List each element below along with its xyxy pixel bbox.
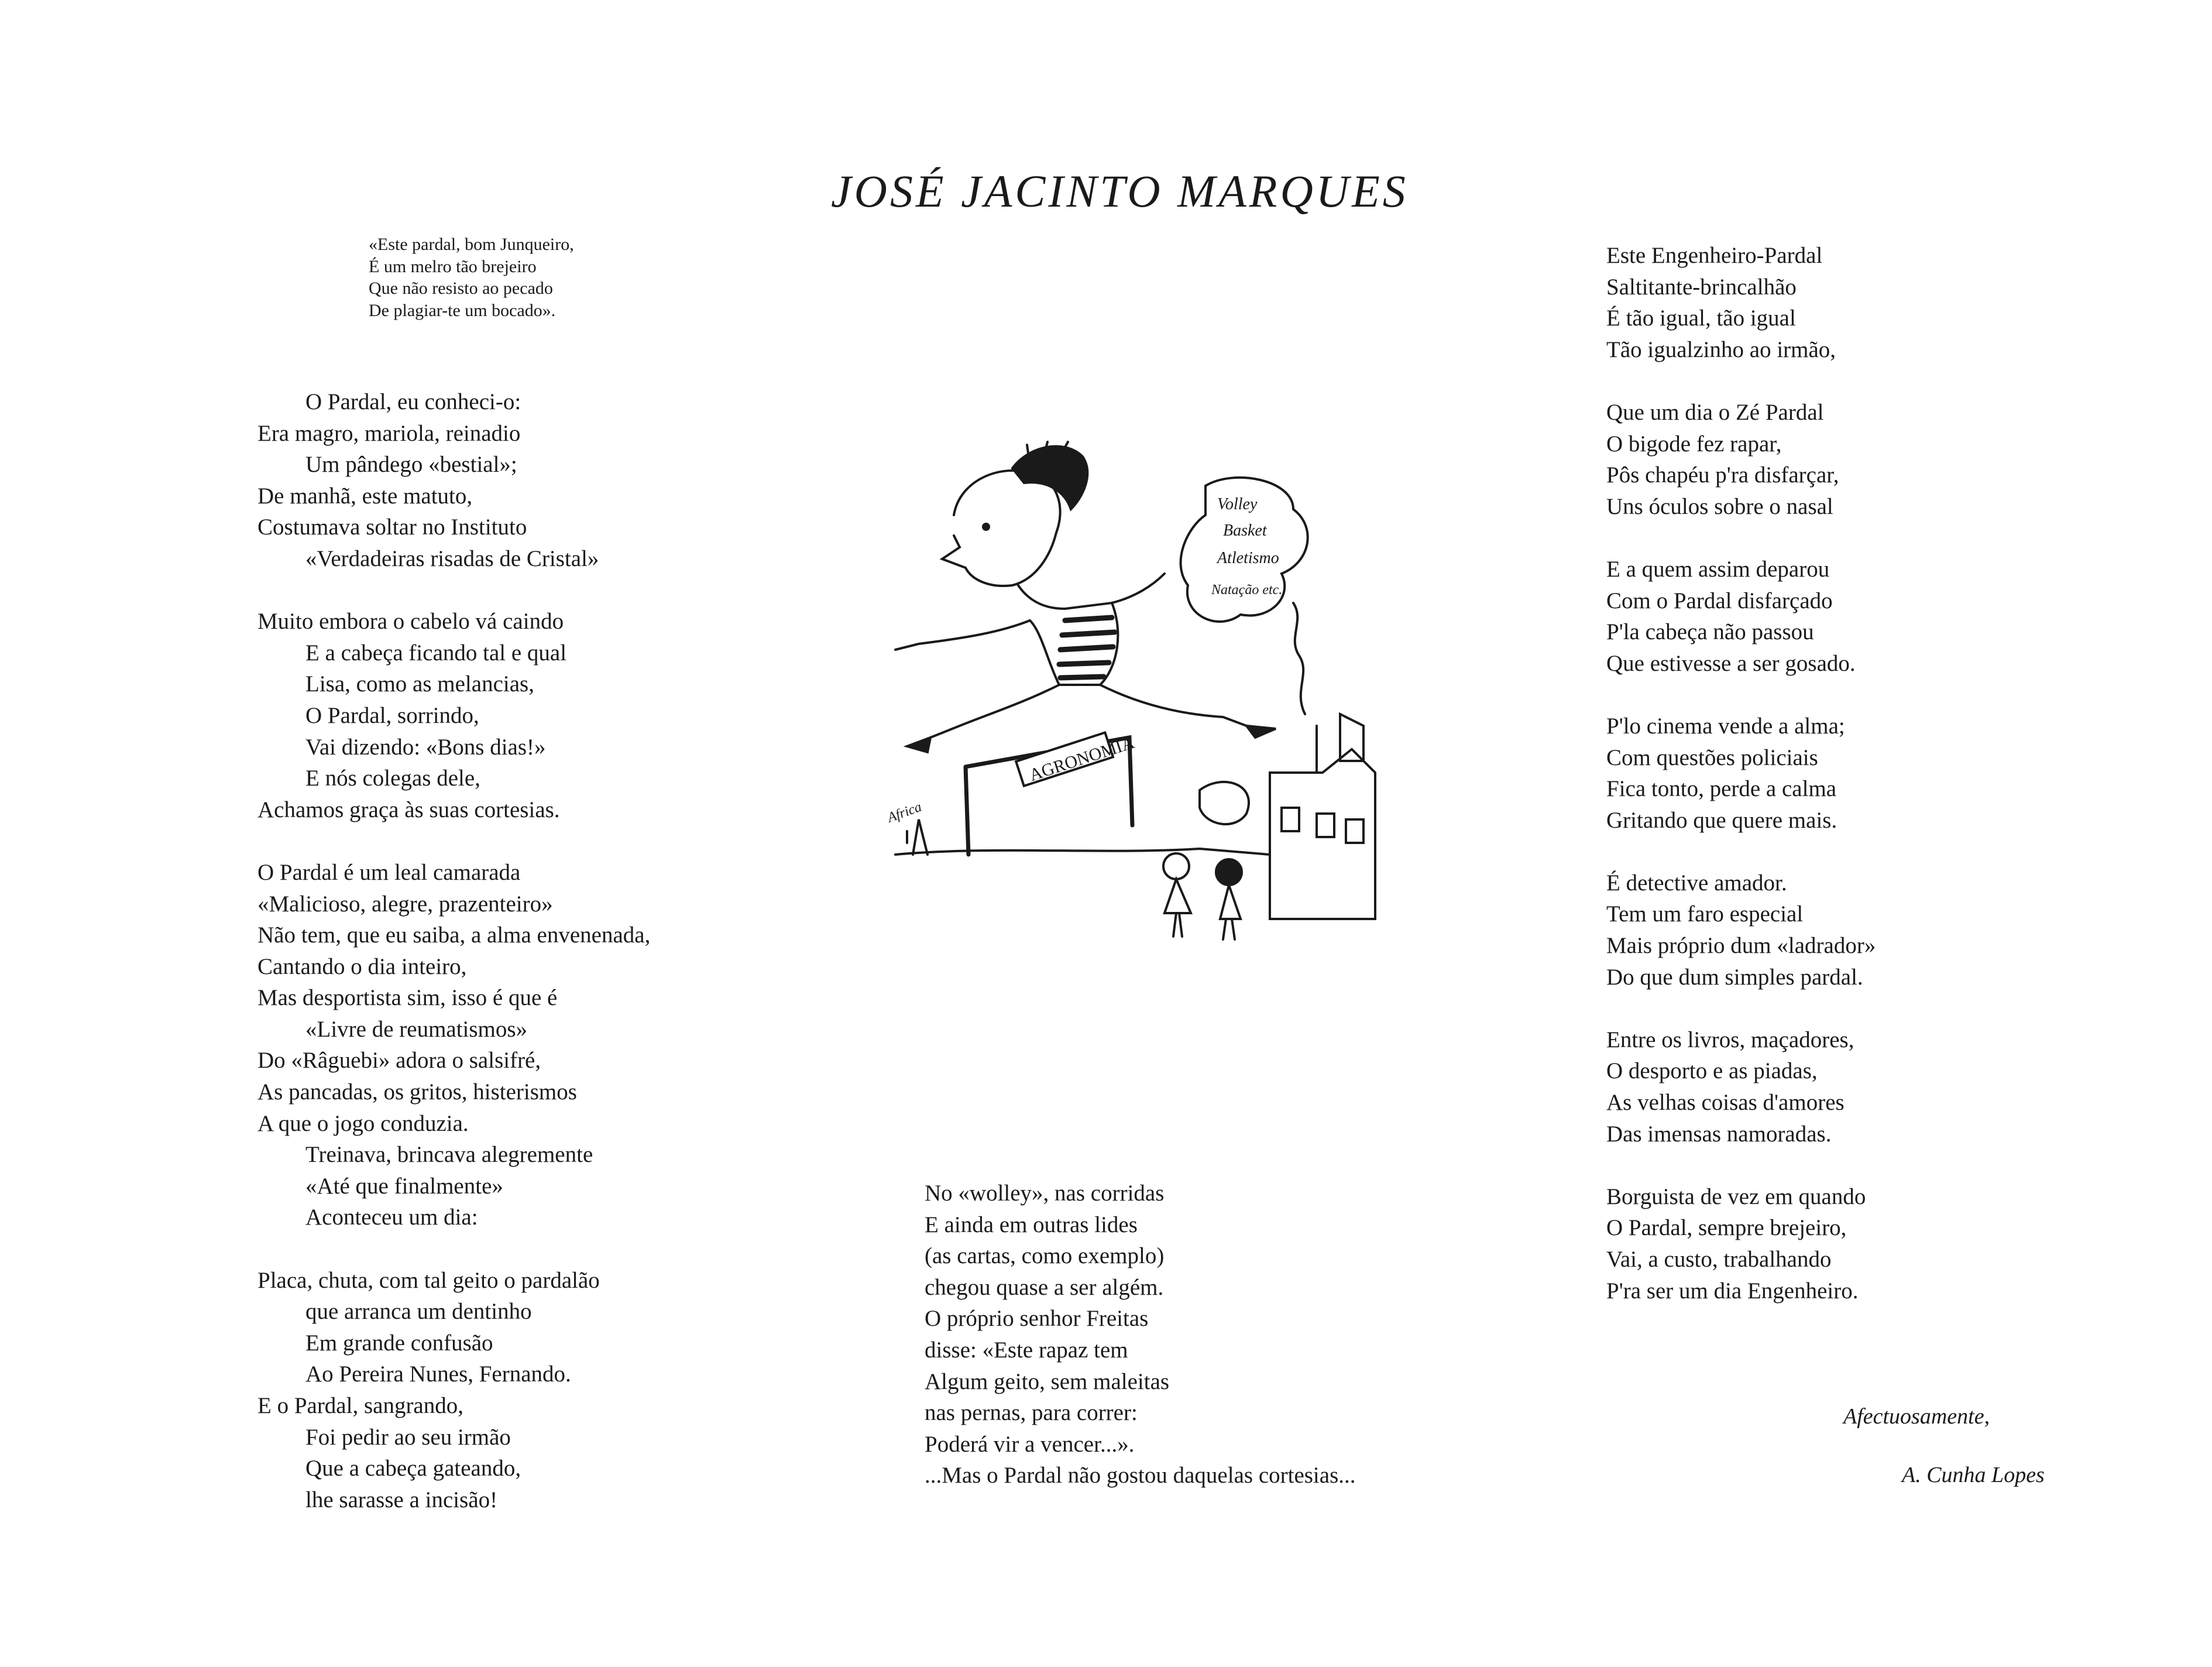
poem-line: Em grande confusão: [305, 1330, 493, 1356]
poem-line: Foi pedir ao seu irmão: [305, 1424, 511, 1450]
poem-line: É tão igual, tão igual: [1606, 306, 1796, 331]
poem-line: Uns óculos sobre o nasal: [1606, 493, 1833, 519]
poem-middle-column: [925, 1178, 1356, 1491]
bird: [1200, 782, 1249, 824]
poem-line: Muito embora o cabelo vá caindo: [257, 609, 564, 634]
poem-line: Do «Râguebi» adora o salsifré,: [257, 1048, 541, 1073]
poem-line: [1606, 365, 1876, 397]
poem-line: Com o Pardal disfarçado: [1606, 588, 1833, 613]
poem-line: [1606, 522, 1876, 554]
poem-line: P'la cabeça não passou: [1606, 619, 1814, 645]
poem-line: Algum geito, sem maleitas: [925, 1368, 1170, 1394]
poem-line: lhe sarasse a incisão!: [305, 1487, 498, 1512]
poem-line: De manhã, este matuto,: [257, 483, 473, 509]
poem-line: Placa, chuta, com tal geito o pardalão: [257, 1267, 600, 1293]
poem-line: Vai, a custo, trabalhando: [1606, 1247, 1832, 1272]
poem-line: nas pernas, para correr:: [925, 1400, 1138, 1426]
epigraph-line: «Este pardal, bom Junqueiro,: [369, 235, 574, 254]
poem-line: Este Engenheiro-Pardal: [1606, 243, 1823, 268]
poem-line: disse: «Este rapaz tem: [925, 1337, 1128, 1363]
eye: [983, 524, 989, 530]
poem-line: O Pardal, sorrindo,: [305, 702, 479, 728]
poem-line: que arranca um dentinho: [305, 1299, 532, 1325]
window: [1346, 819, 1363, 843]
poem-line: Não tem, que eu saiba, a alma envenenada,: [257, 922, 651, 948]
poem-line: [257, 1233, 650, 1265]
poem-line: A que o jogo conduzia.: [257, 1110, 469, 1136]
right-arm: [1112, 574, 1165, 603]
poem-line: Mais próprio dum «ladrador»: [1606, 933, 1876, 959]
poem-line: Das imensas namoradas.: [1606, 1121, 1832, 1147]
back-shoe: [907, 738, 930, 752]
poem-line: P'ra ser um dia Engenheiro.: [1606, 1278, 1859, 1304]
poem-line: Vai dizendo: «Bons dias!»: [305, 734, 546, 760]
poem-line: O Pardal é um leal camarada: [257, 859, 521, 885]
hair-tuft: [1012, 447, 1087, 509]
poem-line: [1606, 1150, 1876, 1181]
caricature-illustration: [872, 410, 1387, 960]
africa-sign-text: Africa: [885, 799, 924, 826]
jersey-stripes: [1059, 618, 1115, 678]
poem-line: chegou quase a ser algém.: [925, 1274, 1164, 1300]
poem-line: Saltitante-brincalhão: [1606, 274, 1797, 300]
epigraph-line: Que não resisto ao pecado: [369, 279, 553, 298]
poem-line: Cantando o dia inteiro,: [257, 953, 467, 979]
figure-body: [1165, 879, 1191, 937]
poem-line: Gritando que quere mais.: [1606, 807, 1837, 833]
poem-line: E a quem assim deparou: [1606, 556, 1830, 582]
poem-line: O desporto e as piadas,: [1606, 1058, 1818, 1084]
epigraph-line: De plagiar-te um bocado».: [369, 300, 556, 320]
poem-line: As velhas coisas d'amores: [1606, 1090, 1845, 1116]
poem-line: É detective amador.: [1606, 870, 1787, 896]
poem-line: Com questões policiais: [1606, 745, 1818, 770]
figure-head: [1216, 859, 1242, 885]
head-outline: [954, 471, 1060, 586]
poem-line: [257, 825, 650, 857]
poem-line: As pancadas, os gritos, histerismos: [257, 1079, 577, 1105]
figure-body: [1220, 885, 1241, 939]
front-leg: [1100, 685, 1246, 726]
poem-line: Do que dum simples pardal.: [1606, 964, 1863, 990]
poem-line: [1606, 679, 1876, 711]
poem-line: Que estivesse a ser gosado.: [1606, 650, 1856, 676]
signature-author: A. Cunha Lopes: [1902, 1463, 2045, 1487]
back-leg: [930, 685, 1059, 738]
poem-line: O Pardal, eu conheci-o:: [305, 389, 521, 414]
caricature-drawing: [872, 410, 1387, 960]
front-shoe: [1246, 726, 1276, 738]
poem-line: Aconteceu um dia:: [305, 1205, 478, 1230]
tower: [1317, 714, 1363, 773]
window: [1317, 814, 1334, 837]
poem-line: E nós colegas dele,: [305, 766, 480, 791]
poem-line: Poderá vir a vencer...».: [925, 1431, 1135, 1457]
poem-line: P'lo cinema vende a alma;: [1606, 713, 1845, 739]
figure-head: [1163, 853, 1189, 879]
poem-line: Mas desportista sim, isso é que é: [257, 985, 558, 1011]
poem-line: E ainda em outras lides: [925, 1212, 1138, 1237]
poem-line: Fica tonto, perde a calma: [1606, 776, 1837, 802]
epigraph-line: É um melro tão brejeiro: [369, 256, 537, 276]
poem-line: [1606, 836, 1876, 867]
poem-line: [257, 575, 650, 606]
poem-line: Que a cabeça gateando,: [305, 1456, 521, 1481]
palm-tree: [907, 819, 928, 855]
poem-line: «Até que finalmente»: [305, 1173, 503, 1199]
bubble-text: Natação etc.: [1211, 582, 1283, 598]
poem-line: Pôs chapéu p'ra disfarçar,: [1606, 462, 1839, 488]
poem-line: No «wolley», nas corridas: [925, 1181, 1165, 1206]
poem-line: Borguista de vez em quando: [1606, 1184, 1866, 1209]
poem-line: [1606, 993, 1876, 1024]
poem-line: Costumava soltar no Instituto: [257, 514, 527, 540]
window: [1282, 808, 1299, 831]
poem-line: «Malicioso, alegre, prazenteiro»: [257, 891, 553, 917]
poem-line: Tão igualzinho ao irmão,: [1606, 337, 1836, 362]
poem-line: Um pândego «bestial»;: [305, 452, 517, 478]
bubble-text: Volley: [1217, 495, 1258, 513]
field-line: [895, 849, 1270, 855]
poem-line: O próprio senhor Freitas: [925, 1306, 1149, 1332]
page-title: JOSÉ JACINTO MARQUES: [831, 166, 1409, 217]
poem-line: (as cartas, como exemplo): [925, 1243, 1165, 1269]
nose-profile: [942, 536, 966, 568]
signature-closing: Afectuosamente,: [1843, 1404, 1990, 1429]
poem-line: Tem um faro especial: [1606, 901, 1804, 927]
poem-line: Entre os livros, maçadores,: [1606, 1027, 1854, 1052]
poem-line: O Pardal, sempre brejeiro,: [1606, 1215, 1847, 1241]
poem-line: Treinava, brincava alegremente: [305, 1142, 593, 1168]
poem-left-column: [257, 386, 650, 1515]
poem-line: Lisa, como as melancias,: [305, 671, 534, 697]
poem-line: Ao Pereira Nunes, Fernando.: [305, 1361, 571, 1387]
poem-line: ...Mas o Pardal não gostou daquelas cortesias...: [925, 1463, 1356, 1488]
poem-line: «Verdadeiras risadas de Cristal»: [305, 546, 599, 571]
poem-line: E o Pardal, sangrando,: [257, 1393, 463, 1418]
bubble-text: Atletismo: [1217, 549, 1279, 567]
bubble-text: Basket: [1223, 522, 1267, 540]
poem-line: Que um dia o Zé Pardal: [1606, 399, 1824, 425]
poem-line: O bigode fez rapar,: [1606, 431, 1782, 457]
buildings-outline: [1270, 749, 1375, 919]
poem-right-column: [1606, 240, 1876, 1306]
poem-line: Era magro, mariola, reinadio: [257, 420, 521, 446]
hurdle-sign-text: AGRONOMIA: [1026, 732, 1137, 786]
poem-line: E a cabeça ficando tal e qual: [305, 640, 567, 666]
left-arm: [895, 620, 1030, 650]
poem-line: «Livre de reumatismos»: [305, 1016, 528, 1042]
poem-line: Achamos graça às suas cortesias.: [257, 797, 560, 822]
chimney-smoke: [1293, 603, 1305, 714]
epigraph: [369, 234, 574, 321]
